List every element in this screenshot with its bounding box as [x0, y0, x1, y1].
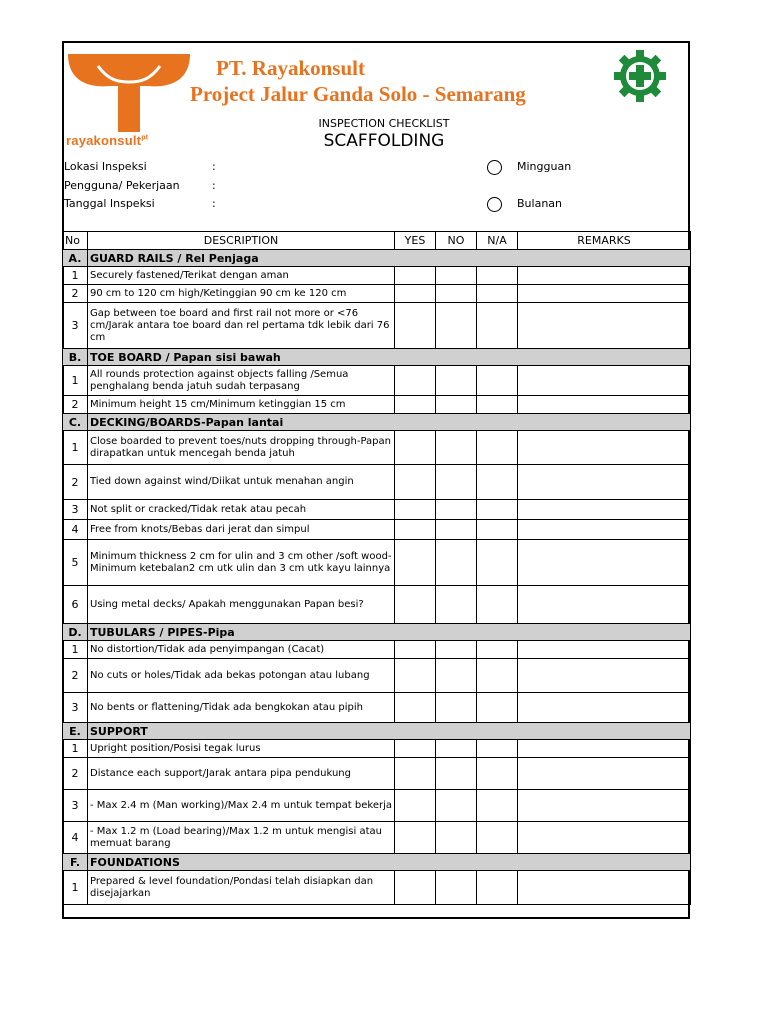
remarks-cell[interactable]	[518, 871, 691, 905]
no-cell[interactable]	[436, 366, 477, 396]
item-description: Using metal decks/ Apakah menggunakan Papan besi?	[88, 586, 395, 624]
yes-cell[interactable]	[395, 822, 436, 854]
item-description: No distortion/Tidak ada penyimpangan (Cacat)	[88, 641, 395, 659]
yes-cell[interactable]	[395, 366, 436, 396]
no-cell[interactable]	[436, 396, 477, 414]
na-cell[interactable]	[477, 520, 518, 540]
na-cell[interactable]	[477, 871, 518, 905]
location-colon: :	[212, 160, 216, 173]
yes-cell[interactable]	[395, 758, 436, 790]
item-number: 1	[63, 431, 88, 465]
item-number: 1	[63, 641, 88, 659]
item-description: Close boarded to prevent toes/nuts dropping through-Papan dirapatkan untuk mencegah benda jatuh	[88, 431, 395, 465]
remarks-cell[interactable]	[518, 366, 691, 396]
no-cell[interactable]	[436, 659, 477, 693]
item-description: Minimum thickness 2 cm for ulin and 3 cm other /soft wood-Minimum ketebalan2 cm utk ulin dan 3 cm utk kayu lainnya	[88, 540, 395, 586]
yes-cell[interactable]	[395, 740, 436, 758]
remarks-cell[interactable]	[518, 500, 691, 520]
no-cell[interactable]	[436, 790, 477, 822]
section-title: GUARD RAILS / Rel Penjaga	[88, 250, 691, 267]
no-cell[interactable]	[436, 520, 477, 540]
remarks-cell[interactable]	[518, 285, 691, 303]
item-description: Minimum height 15 cm/Minimum ketinggian 15 cm	[88, 396, 395, 414]
remarks-cell[interactable]	[518, 758, 691, 790]
section-row	[63, 250, 691, 267]
no-cell[interactable]	[436, 740, 477, 758]
table-row	[63, 431, 691, 465]
item-number: 2	[63, 285, 88, 303]
yes-cell[interactable]	[395, 465, 436, 500]
na-cell[interactable]	[477, 790, 518, 822]
remarks-cell[interactable]	[518, 822, 691, 854]
item-number: 2	[63, 758, 88, 790]
item-number: 4	[63, 822, 88, 854]
table-row	[63, 822, 691, 854]
no-cell[interactable]	[436, 871, 477, 905]
table-body	[63, 250, 691, 905]
remarks-cell[interactable]	[518, 520, 691, 540]
item-description: Securely fastened/Terikat dengan aman	[88, 267, 395, 285]
weekly-radio[interactable]	[487, 160, 502, 175]
date-colon: :	[212, 197, 216, 210]
user-colon: :	[212, 179, 216, 192]
date-label: Tanggal Inspeksi	[64, 197, 155, 210]
section-letter: A.	[63, 250, 88, 267]
remarks-cell[interactable]	[518, 790, 691, 822]
yes-cell[interactable]	[395, 285, 436, 303]
remarks-cell[interactable]	[518, 586, 691, 624]
table-row	[63, 586, 691, 624]
section-row	[63, 414, 691, 431]
section-letter: F.	[63, 854, 88, 871]
remarks-cell[interactable]	[518, 659, 691, 693]
user-label: Pengguna/ Pekerjaan	[64, 179, 180, 192]
table-row	[63, 500, 691, 520]
inspection-table	[62, 231, 691, 905]
monthly-label: Bulanan	[517, 197, 562, 210]
yes-cell[interactable]	[395, 267, 436, 285]
yes-cell[interactable]	[395, 431, 436, 465]
yes-cell[interactable]	[395, 396, 436, 414]
section-title: FOUNDATIONS	[88, 854, 691, 871]
na-cell[interactable]	[477, 431, 518, 465]
na-cell[interactable]	[477, 366, 518, 396]
col-no-header: No	[63, 232, 88, 250]
item-number: 1	[63, 740, 88, 758]
table-row	[63, 740, 691, 758]
item-number: 1	[63, 871, 88, 905]
no-cell[interactable]	[436, 267, 477, 285]
safety-cross-gear-icon	[612, 48, 668, 104]
yes-cell[interactable]	[395, 659, 436, 693]
na-cell[interactable]	[477, 500, 518, 520]
na-cell[interactable]	[477, 659, 518, 693]
section-row	[63, 624, 691, 641]
item-number: 2	[63, 659, 88, 693]
table-row	[63, 267, 691, 285]
na-cell[interactable]	[477, 396, 518, 414]
col-description-header: DESCRIPTION	[88, 232, 395, 250]
section-letter: C.	[63, 414, 88, 431]
item-description: - Max 1.2 m (Load bearing)/Max 1.2 m untuk mengisi atau memuat barang	[88, 822, 395, 854]
section-row	[63, 854, 691, 871]
table-row	[63, 790, 691, 822]
item-description: All rounds protection against objects falling /Semua penghalang benda jatuh sudah terpasang	[88, 366, 395, 396]
item-number: 1	[63, 366, 88, 396]
item-description: Free from knots/Bebas dari jerat dan simpul	[88, 520, 395, 540]
yes-cell[interactable]	[395, 303, 436, 349]
item-number: 3	[63, 303, 88, 349]
logo-text: rayakonsult$^{pt}$	[66, 133, 149, 148]
item-number: 5	[63, 540, 88, 586]
table-row	[63, 366, 691, 396]
remarks-cell[interactable]	[518, 431, 691, 465]
item-description: Upright position/Posisi tegak lurus	[88, 740, 395, 758]
na-cell[interactable]	[477, 693, 518, 723]
yes-cell[interactable]	[395, 790, 436, 822]
table-row	[63, 758, 691, 790]
yes-cell[interactable]	[395, 693, 436, 723]
item-description: Distance each support/Jarak antara pipa pendukung	[88, 758, 395, 790]
na-cell[interactable]	[477, 267, 518, 285]
remarks-cell[interactable]	[518, 303, 691, 349]
item-description: 90 cm to 120 cm high/Ketinggian 90 cm ke 120 cm	[88, 285, 395, 303]
item-number: 3	[63, 500, 88, 520]
no-cell[interactable]	[436, 431, 477, 465]
col-remarks-header: REMARKS	[518, 232, 691, 250]
location-label: Lokasi Inspeksi	[64, 160, 147, 173]
doc-title: SCAFFOLDING	[323, 131, 445, 151]
item-number: 3	[63, 790, 88, 822]
col-no-answer-header: NO	[436, 232, 477, 250]
na-cell[interactable]	[477, 465, 518, 500]
doc-type: INSPECTION CHECKLIST	[318, 117, 450, 130]
yes-cell[interactable]	[395, 540, 436, 586]
table-row	[63, 465, 691, 500]
company-name: PT. Rayakonsult	[216, 56, 365, 80]
na-cell[interactable]	[477, 303, 518, 349]
table-row	[63, 396, 691, 414]
item-number: 6	[63, 586, 88, 624]
table-row	[63, 540, 691, 586]
section-letter: D.	[63, 624, 88, 641]
no-cell[interactable]	[436, 285, 477, 303]
remarks-cell[interactable]	[518, 465, 691, 500]
table-row	[63, 303, 691, 349]
section-title: TOE BOARD / Papan sisi bawah	[88, 349, 691, 366]
yes-cell[interactable]	[395, 586, 436, 624]
section-title: TUBULARS / PIPES-Pipa	[88, 624, 691, 641]
na-cell[interactable]	[477, 740, 518, 758]
table-row	[63, 693, 691, 723]
col-yes-header: YES	[395, 232, 436, 250]
item-description: Gap between toe board and first rail not more or <76 cm/Jarak antara toe board dan rel pertama tdk lebik dari 76 cm	[88, 303, 395, 349]
section-letter: B.	[63, 349, 88, 366]
no-cell[interactable]	[436, 540, 477, 586]
item-description: No cuts or holes/Tidak ada bekas potongan atau lubang	[88, 659, 395, 693]
section-row	[63, 349, 691, 366]
col-na-header: N/A	[477, 232, 518, 250]
yes-cell[interactable]	[395, 520, 436, 540]
na-cell[interactable]	[477, 822, 518, 854]
table-row	[63, 641, 691, 659]
na-cell[interactable]	[477, 285, 518, 303]
remarks-cell[interactable]	[518, 641, 691, 659]
na-cell[interactable]	[477, 758, 518, 790]
section-title: DECKING/BOARDS-Papan lantai	[88, 414, 691, 431]
item-number: 2	[63, 465, 88, 500]
no-cell[interactable]	[436, 758, 477, 790]
table-row	[63, 659, 691, 693]
no-cell[interactable]	[436, 465, 477, 500]
yes-cell[interactable]	[395, 500, 436, 520]
no-cell[interactable]	[436, 586, 477, 624]
yes-cell[interactable]	[395, 641, 436, 659]
remarks-cell[interactable]	[518, 740, 691, 758]
yes-cell[interactable]	[395, 871, 436, 905]
section-row	[63, 723, 691, 740]
item-description: No bents or flattening/Tidak ada bengkokan atau pipih	[88, 693, 395, 723]
item-number: 1	[63, 267, 88, 285]
remarks-cell[interactable]	[518, 540, 691, 586]
table-row	[63, 285, 691, 303]
item-description: - Max 2.4 m (Man working)/Max 2.4 m untuk tempat bekerja	[88, 790, 395, 822]
remarks-cell[interactable]	[518, 267, 691, 285]
no-cell[interactable]	[436, 641, 477, 659]
item-description: Prepared & level foundation/Pondasi telah disiapkan dan disejajarkan	[88, 871, 395, 905]
remarks-cell[interactable]	[518, 693, 691, 723]
item-description: Not split or cracked/Tidak retak atau pecah	[88, 500, 395, 520]
section-title: SUPPORT	[88, 723, 691, 740]
table-row	[63, 871, 691, 905]
item-number: 3	[63, 693, 88, 723]
na-cell[interactable]	[477, 540, 518, 586]
table-header-row	[63, 232, 691, 250]
no-cell[interactable]	[436, 693, 477, 723]
remarks-cell[interactable]	[518, 396, 691, 414]
no-cell[interactable]	[436, 303, 477, 349]
section-letter: E.	[63, 723, 88, 740]
na-cell[interactable]	[477, 641, 518, 659]
no-cell[interactable]	[436, 822, 477, 854]
na-cell[interactable]	[477, 586, 518, 624]
weekly-label: Mingguan	[517, 160, 572, 173]
item-number: 4	[63, 520, 88, 540]
no-cell[interactable]	[436, 500, 477, 520]
item-description: Tied down against wind/Diikat untuk menahan angin	[88, 465, 395, 500]
item-number: 2	[63, 396, 88, 414]
project-name: Project Jalur Ganda Solo - Semarang	[190, 82, 526, 106]
table-row	[63, 520, 691, 540]
monthly-radio[interactable]	[487, 197, 502, 212]
